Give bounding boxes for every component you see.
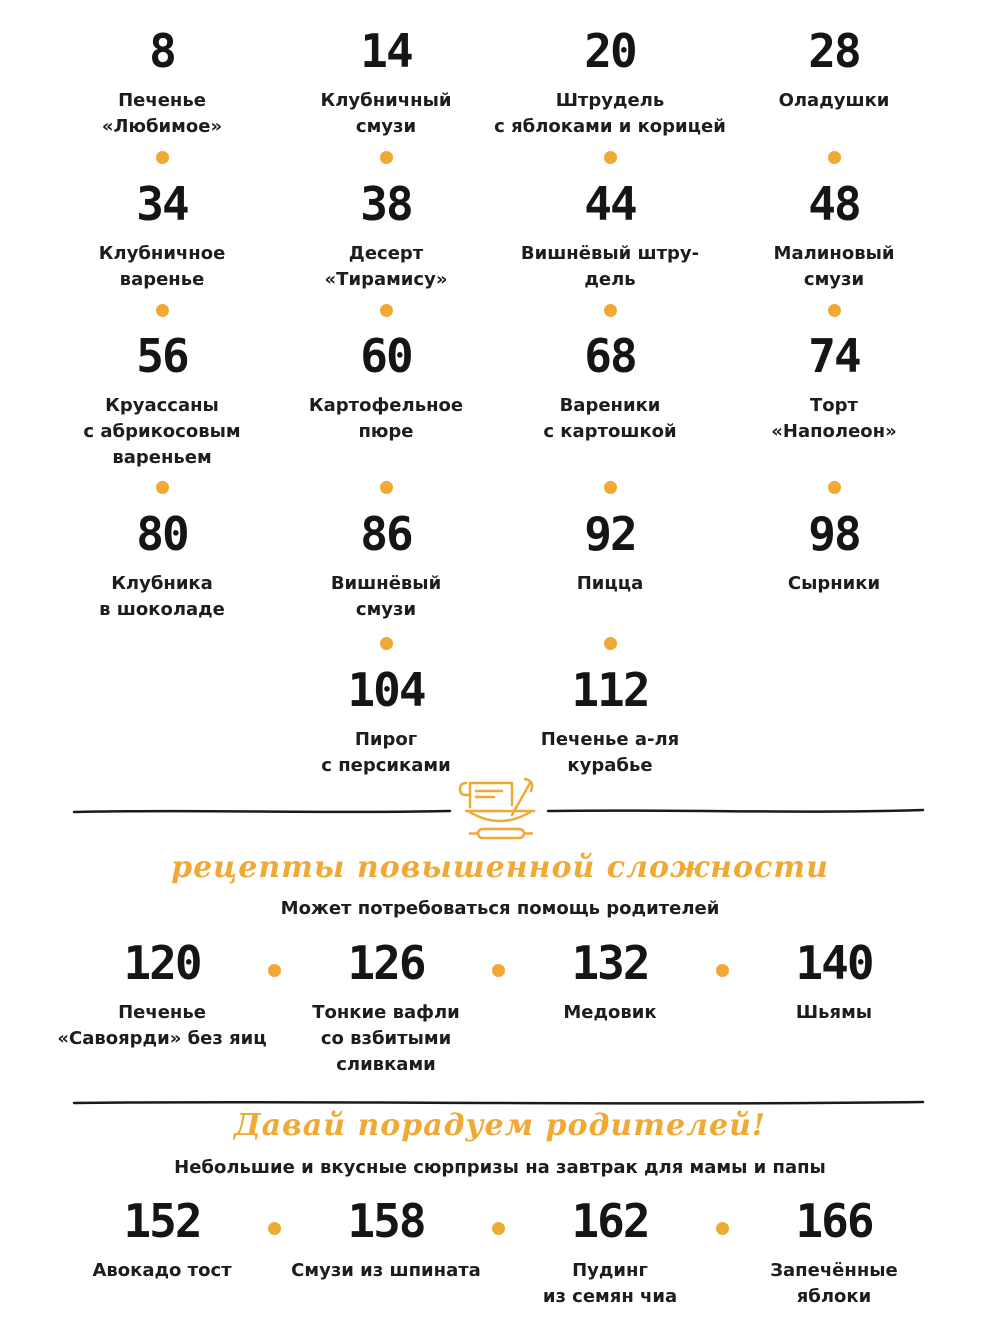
toc-entry[interactable] (286, 936, 486, 1078)
page-number: 74 (808, 329, 860, 383)
toc-entry[interactable] (286, 1194, 486, 1284)
page-number: 132 (571, 936, 649, 990)
recipe-title: Вишнёвый смузи (330, 573, 442, 620)
connector-dot (156, 481, 169, 494)
toc-entry[interactable] (734, 24, 934, 114)
recipe-title: Шьямы (795, 1002, 873, 1023)
recipe-title: Тонкие вафли со взбитыми сливками (312, 1002, 460, 1075)
toc-entry[interactable] (62, 177, 262, 293)
page-number: 126 (347, 936, 425, 990)
page-number: 68 (584, 329, 636, 383)
page-number: 92 (584, 507, 636, 561)
connector-dot (380, 151, 393, 164)
page-number: 166 (795, 1194, 873, 1248)
recipe-title: Запечённые яблоки (770, 1260, 898, 1307)
connector-dot (828, 304, 841, 317)
toc-entry[interactable] (62, 329, 262, 471)
connector-dot (492, 964, 505, 977)
toc-entry[interactable] (510, 1194, 710, 1310)
section-subtitle-advanced: Может потребоваться помощь родителей (280, 898, 720, 919)
recipe-title: Пирог с персиками (321, 729, 451, 776)
page-number: 80 (136, 507, 188, 561)
connector-dot (492, 1222, 505, 1235)
toc-entry[interactable] (62, 24, 262, 140)
page-number: 152 (123, 1194, 201, 1248)
toc-entry[interactable] (286, 663, 486, 779)
toc-entry[interactable] (286, 177, 486, 293)
recipe-title: Печенье «Любимое» (101, 90, 223, 137)
page-number: 162 (571, 1194, 649, 1248)
page-number: 104 (347, 663, 425, 717)
recipe-title: Штрудель с яблоками и корицей (494, 90, 726, 137)
page-number: 20 (584, 24, 636, 78)
toc-entry[interactable] (510, 177, 710, 293)
recipe-title: Пицца (576, 573, 644, 594)
page-number: 86 (360, 507, 412, 561)
toc-entry[interactable] (62, 1194, 262, 1284)
recipe-title: Клубничное варенье (98, 243, 226, 290)
page-number: 38 (360, 177, 412, 231)
toc-entry[interactable] (510, 329, 710, 445)
recipe-title: Круассаны с абрикосовым вареньем (83, 395, 241, 468)
page-number: 44 (584, 177, 636, 231)
toc-entry[interactable] (494, 24, 726, 140)
section-title-advanced: рецепты повышенной сложности (171, 850, 829, 885)
recipe-title: Печенье «Савоярди» без яиц (57, 1002, 267, 1049)
connector-dot (380, 637, 393, 650)
section-subtitle-parents: Небольшие и вкусные сюрпризы на завтрак для мамы и папы (174, 1157, 826, 1178)
connector-dot (380, 481, 393, 494)
page-number: 98 (808, 507, 860, 561)
recipe-title: Десерт «Тирамису» (324, 243, 448, 290)
toc-entry[interactable] (286, 507, 486, 623)
recipe-title: Клубничный смузи (320, 90, 452, 137)
recipe-title: Медовик (563, 1002, 657, 1023)
recipe-title: Сырники (787, 573, 881, 594)
connector-dot (604, 637, 617, 650)
page-number: 28 (808, 24, 860, 78)
connector-dot (380, 304, 393, 317)
page-number: 140 (795, 936, 873, 990)
connector-dot (156, 304, 169, 317)
page-number: 34 (136, 177, 188, 231)
toc-entry[interactable] (510, 936, 710, 1026)
recipe-title: Печенье а-ля курабье (540, 729, 680, 776)
page-number: 56 (136, 329, 188, 383)
page-number: 120 (123, 936, 201, 990)
toc-entry[interactable] (734, 177, 934, 293)
connector-dot (156, 151, 169, 164)
page-number: 8 (149, 24, 175, 78)
connector-dot (268, 1222, 281, 1235)
toc-entry[interactable] (286, 24, 486, 140)
recipe-title: Пудинг из семян чиа (542, 1260, 678, 1307)
connector-dot (716, 964, 729, 977)
toc-entry[interactable] (57, 936, 267, 1052)
connector-dot (604, 304, 617, 317)
recipe-scroll-bowl-whisk-icon (460, 779, 534, 838)
toc-entry[interactable] (734, 329, 934, 445)
connector-dot (716, 1222, 729, 1235)
connector-dot (604, 151, 617, 164)
toc-entry[interactable] (510, 507, 710, 597)
section-divider (0, 775, 1000, 845)
section-title-parents: Давай порадуем родителей! (233, 1108, 767, 1143)
page-number: 60 (360, 329, 412, 383)
connector-dot (828, 481, 841, 494)
toc-entry[interactable] (734, 936, 934, 1026)
connector-dot (828, 151, 841, 164)
recipe-title: Оладушки (778, 90, 890, 111)
page-number: 158 (347, 1194, 425, 1248)
recipe-title: Смузи из шпината (291, 1260, 481, 1281)
recipe-title: Торт «Наполеон» (771, 395, 897, 442)
recipe-title: Вишнёвый штру- дель (520, 243, 700, 290)
recipe-title: Авокадо тост (92, 1260, 232, 1281)
recipe-title: Картофельное пюре (308, 395, 464, 442)
toc-entry[interactable] (510, 663, 710, 779)
recipe-title: Вареники с картошкой (543, 395, 677, 442)
recipe-title: Клубника в шоколаде (99, 573, 225, 620)
toc-entry[interactable] (62, 507, 262, 623)
connector-dot (268, 964, 281, 977)
toc-entry[interactable] (286, 329, 486, 445)
page-number: 14 (360, 24, 412, 78)
page-number: 48 (808, 177, 860, 231)
page-number: 112 (571, 663, 649, 717)
recipe-title: Малиновый смузи (773, 243, 895, 290)
connector-dot (604, 481, 617, 494)
toc-entry[interactable] (734, 507, 934, 597)
toc-entry[interactable] (734, 1194, 934, 1310)
